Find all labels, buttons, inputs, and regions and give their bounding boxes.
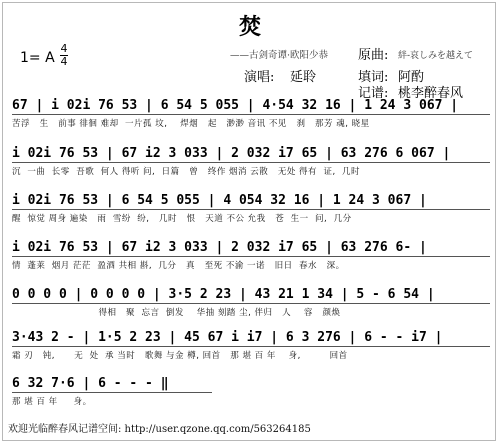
subtitle: ——古剑奇谭·欧阳少恭	[230, 50, 329, 61]
transcriber-value: 桃李醉春风	[398, 86, 464, 101]
original-label: 原曲:	[358, 48, 389, 63]
score-row-6	[12, 330, 490, 363]
score-row-2	[12, 146, 490, 179]
time-signature	[60, 44, 68, 67]
notation-line: 6 32 7·6 | 6 - - - ‖	[12, 376, 212, 393]
score-row-1	[12, 98, 490, 131]
lyricist-label: 填词:	[358, 70, 389, 85]
notation-line: i 02i 76 53 | 6 54 5 055 | 4 054 32 16 | 1 24 3 067 |	[12, 193, 490, 210]
score-row-4	[12, 240, 490, 273]
lyric-line: 霜 刃 钝, 无 处 承 当时 歌舞 与金 樽, 回首 那 堪 百 年 身, 回首	[12, 351, 348, 361]
time-signature-bottom: 4	[60, 55, 68, 68]
original-value: 絆-哀しみを越えて	[398, 51, 474, 61]
notation-line: i 02i 76 53 | 67 i2 3 033 | 2 032 i7 65 | 63 276 6- |	[12, 240, 490, 257]
singer-label: 演唱:	[244, 70, 275, 85]
lyricist-value: 阿酌	[398, 70, 425, 85]
notation-line: i 02i 76 53 | 67 i2 3 033 | 2 032 i7 65 | 63 276 6 067 |	[12, 146, 490, 163]
lyric-line: 那 堪 百 年 身。	[12, 397, 92, 407]
score-row-5	[12, 287, 490, 320]
time-signature-top: 4	[60, 42, 68, 55]
singer-value: 延聆	[290, 70, 317, 85]
score-row-3	[12, 193, 490, 226]
transcriber-label: 记谱:	[358, 86, 389, 101]
lyric-line: 沉 一曲 长零 吾歌 何人 得听 问, 日篇 曾 终作 烟消 云散 无处 得有 证, 几时	[12, 167, 361, 177]
notation-line: 0 0 0 0 | 0 0 0 0 | 3·5 2 23 | 43 21 1 34 | 5 - 6 54 |	[12, 287, 490, 304]
song-title: 焚	[238, 14, 261, 40]
key-signature: 1= A	[20, 50, 55, 66]
lyric-line: 苦浮 生 前事 徘徊 难却 一片孤 坟, 焊烟 起 渺渺 音讯 不见 刹 那芳 魂, 晓星	[12, 119, 370, 129]
lyric-line: 醒 惊觉 周身 遍染 雨 雪纷 纷, 几时 恨 天道 不公 允我 苍 生一 问, 几分	[12, 214, 352, 224]
notation-line: 67 | i 02i 76 53 | 6 54 5 055 | 4·54 32 16 | 1 24 3 067 |	[12, 98, 490, 115]
footer-link[interactable]: 欢迎光临醉春风记谱空间: http://user.qzone.qq.com/563264185	[8, 424, 311, 435]
lyric-line: 得相 聚 忘言 倒发 华抽 刻踏 尘, 伴归 人 容 颜焕	[12, 308, 341, 318]
lyric-line: 情 蓬莱 烟月 茫茫 盈酒 共相 斟, 几分 真 至死 不渝 一诺 旧日 春水 深。	[12, 261, 345, 271]
score-row-7	[12, 376, 490, 409]
notation-line: 3·43 2 - | 1·5 2 23 | 45 67 i i7 | 6 3 276 | 6 - - i7 |	[12, 330, 490, 347]
